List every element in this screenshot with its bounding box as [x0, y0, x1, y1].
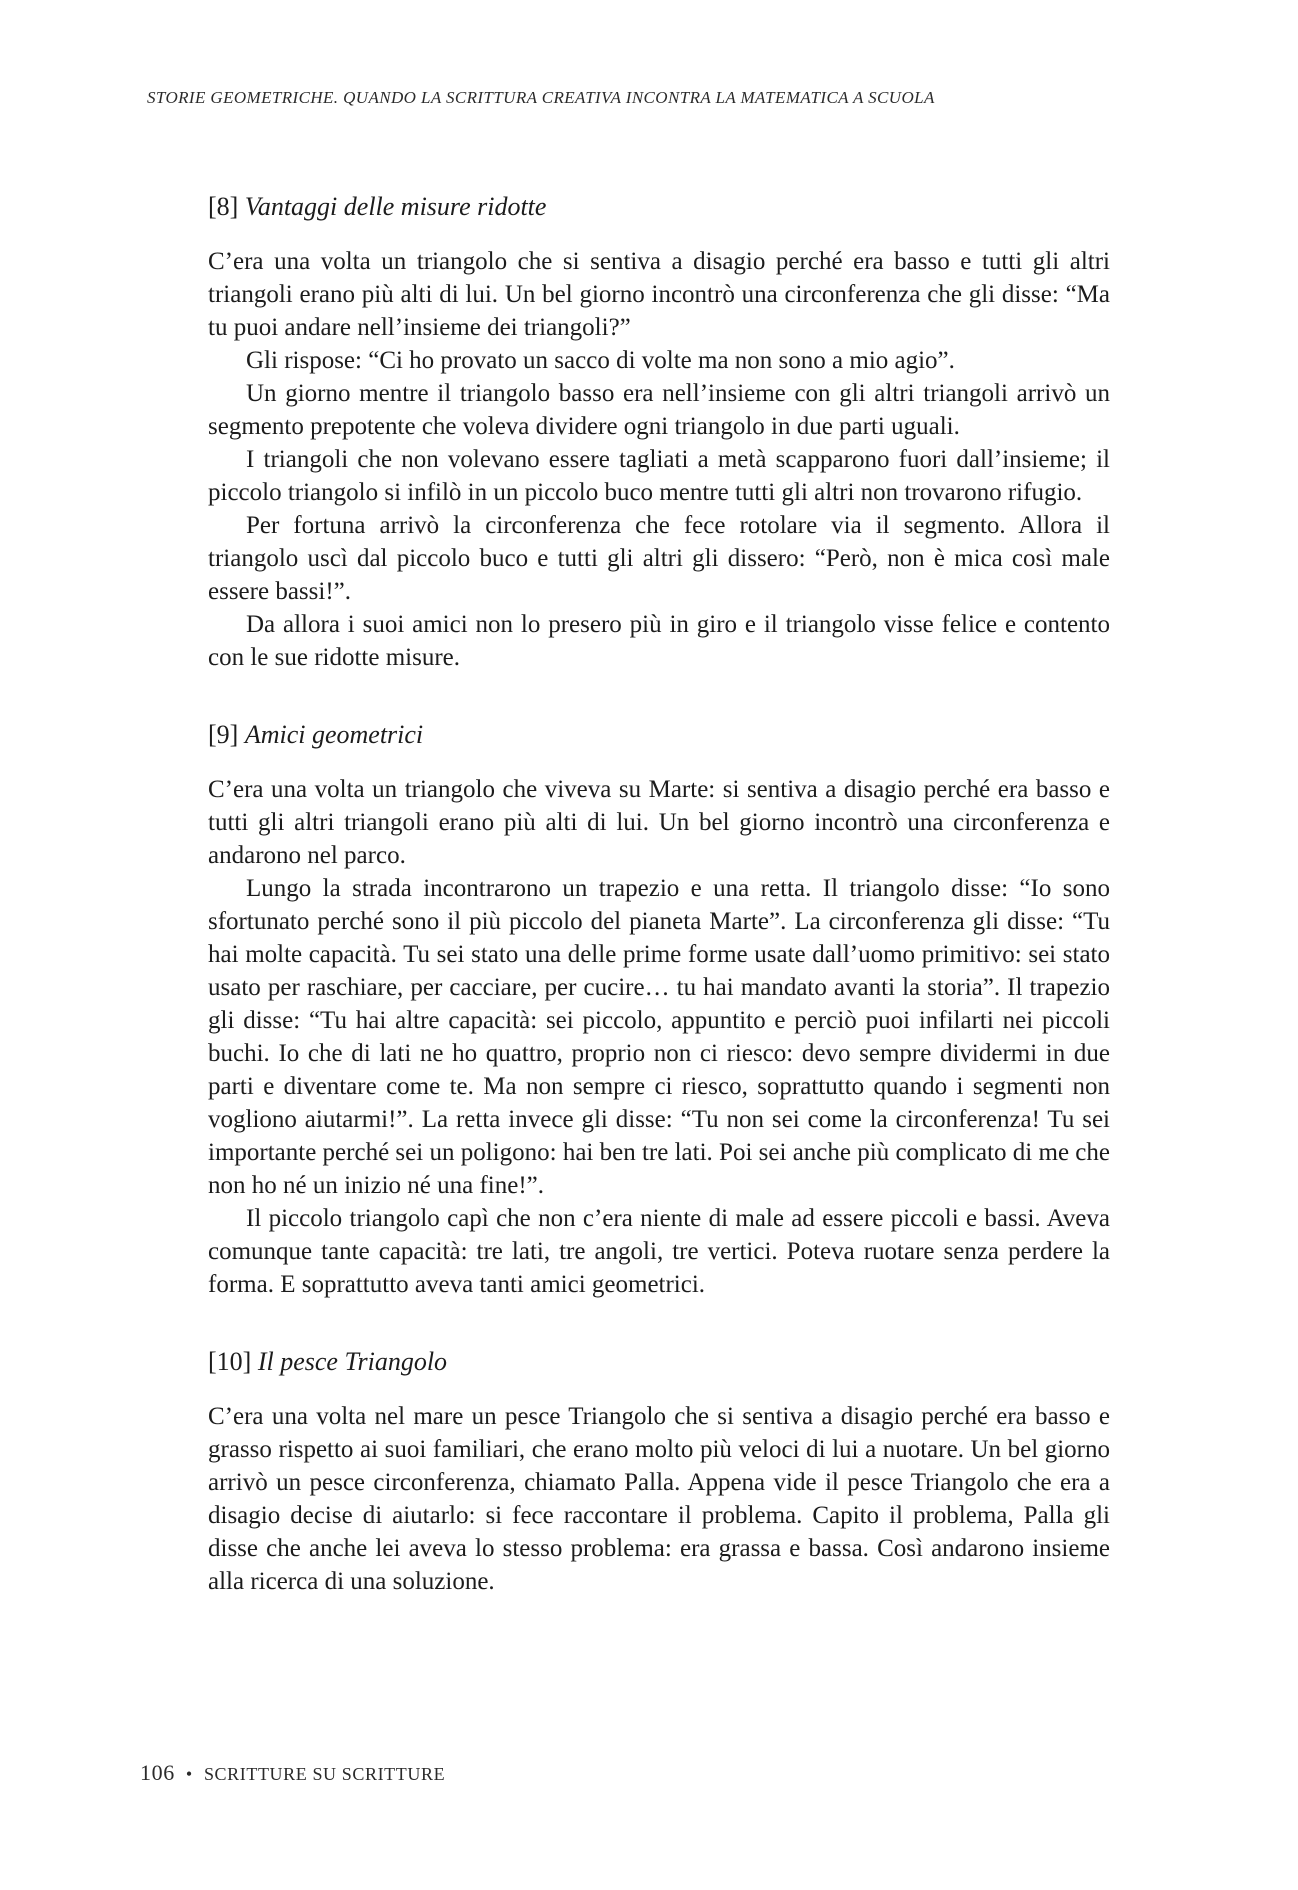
paragraph: C’era una volta un triangolo che viveva su Marte: si sentiva a disagio perché era basso e tutti gli altri triangoli erano più alti di lui. Un bel giorno incontrò una circonferenza e andarono nel parco.: [208, 776, 1110, 869]
paragraph: Per fortuna arrivò la circonferenza che fece rotolare via il segmento. Allora il triangolo uscì dal piccolo buco e tutti gli altri gli dissero: “Però, non è mica così male essere bassi!”.: [208, 512, 1110, 605]
paragraph: C’era una volta nel mare un pesce Triangolo che si sentiva a disagio perché era basso e grasso rispetto ai suoi familiari, che erano molto più veloci di lui a nuotare. Un bel giorno arrivò un pesce circonferenza, chiamato Palla. Appena vide il pesce Triangolo che era a disagio decise di aiutarlo: si fece raccontare il problema. Capito il problema, Palla gli disse che anche lei aveva lo stesso problema: era grassa e bassa. Così andarono insieme alla ricerca di una soluzione.: [208, 1403, 1110, 1595]
section-10: [208, 1345, 1110, 1598]
footer-separator: •: [185, 1764, 193, 1784]
running-head: STORIE GEOMETRICHE. QUANDO LA SCRITTURA CREATIVA INCONTRA LA MATEMATICA A SCUOLA: [147, 88, 935, 107]
paragraph: Da allora i suoi amici non lo presero più in giro e il triangolo visse felice e contento con le sue ridotte misure.: [208, 611, 1110, 671]
paragraph: Gli rispose: “Ci ho provato un sacco di volte ma non sono a mio agio”.: [246, 347, 955, 374]
section-title: Amici geometrici: [244, 720, 424, 749]
page-footer: [140, 1760, 445, 1786]
section-number: [9]: [208, 720, 239, 749]
section-heading: [208, 190, 1110, 223]
page-number: 106: [140, 1760, 175, 1785]
section-title: Il pesce Triangolo: [257, 1347, 448, 1376]
paragraph: I triangoli che non volevano essere tagliati a metà scapparono fuori dall’insieme; il piccolo triangolo si infilò in un piccolo buco mentre tutti gli altri non trovarono rifugio.: [208, 446, 1110, 506]
page-content: [208, 190, 1110, 1642]
section-8: [208, 190, 1110, 674]
section-9: [208, 718, 1110, 1301]
section-number: [10]: [208, 1347, 252, 1376]
section-heading: [208, 1345, 1110, 1378]
paragraph: C’era una volta un triangolo che si sentiva a disagio perché era basso e tutti gli altri triangoli erano più alti di lui. Un bel giorno incontrò una circonferenza che gli disse: “Ma tu puoi andare nell’insieme dei triangoli?”: [208, 248, 1110, 341]
book-title: SCRITTURE SU SCRITTURE: [203, 1764, 446, 1784]
section-number: [8]: [208, 192, 239, 221]
paragraph: Un giorno mentre il triangolo basso era nell’insieme con gli altri triangoli arrivò un segmento prepotente che voleva dividere ogni triangolo in due parti uguali.: [208, 380, 1110, 440]
paragraph: Il piccolo triangolo capì che non c’era niente di male ad essere piccoli e bassi. Aveva comunque tante capacità: tre lati, tre angoli, tre vertici. Poteva ruotare senza perdere la forma. E soprattutto aveva tanti amici geometrici.: [208, 1205, 1110, 1298]
paragraph: Lungo la strada incontrarono un trapezio e una retta. Il triangolo disse: “Io sono sfortunato perché sono il più piccolo del pianeta Marte”. La circonferenza gli disse: “Tu hai molte capacità. Tu sei stato una delle prime forme usate dall’uomo primitivo: sei stato usato per raschiare, per cacciare, per cucire… tu hai mandato avanti la storia”. Il trapezio gli disse: “Tu hai altre capacità: sei piccolo, appuntito e perciò puoi infilarti nei piccoli buchi. Io che di lati ne ho quattro, proprio non ci riesco: devo sempre dividermi in due parti e diventare come te. Ma non sempre ci riesco, soprattutto quando i segmenti non vogliono aiutarmi!”. La retta invece gli disse: “Tu non sei come la circonferenza! Tu sei importante perché sei un poligono: hai ben tre lati. Poi sei anche più complicato di me che non ho né un inizio né una fine!”.: [208, 875, 1110, 1199]
section-title: Vantaggi delle misure ridotte: [244, 192, 547, 221]
section-heading: [208, 718, 1110, 751]
